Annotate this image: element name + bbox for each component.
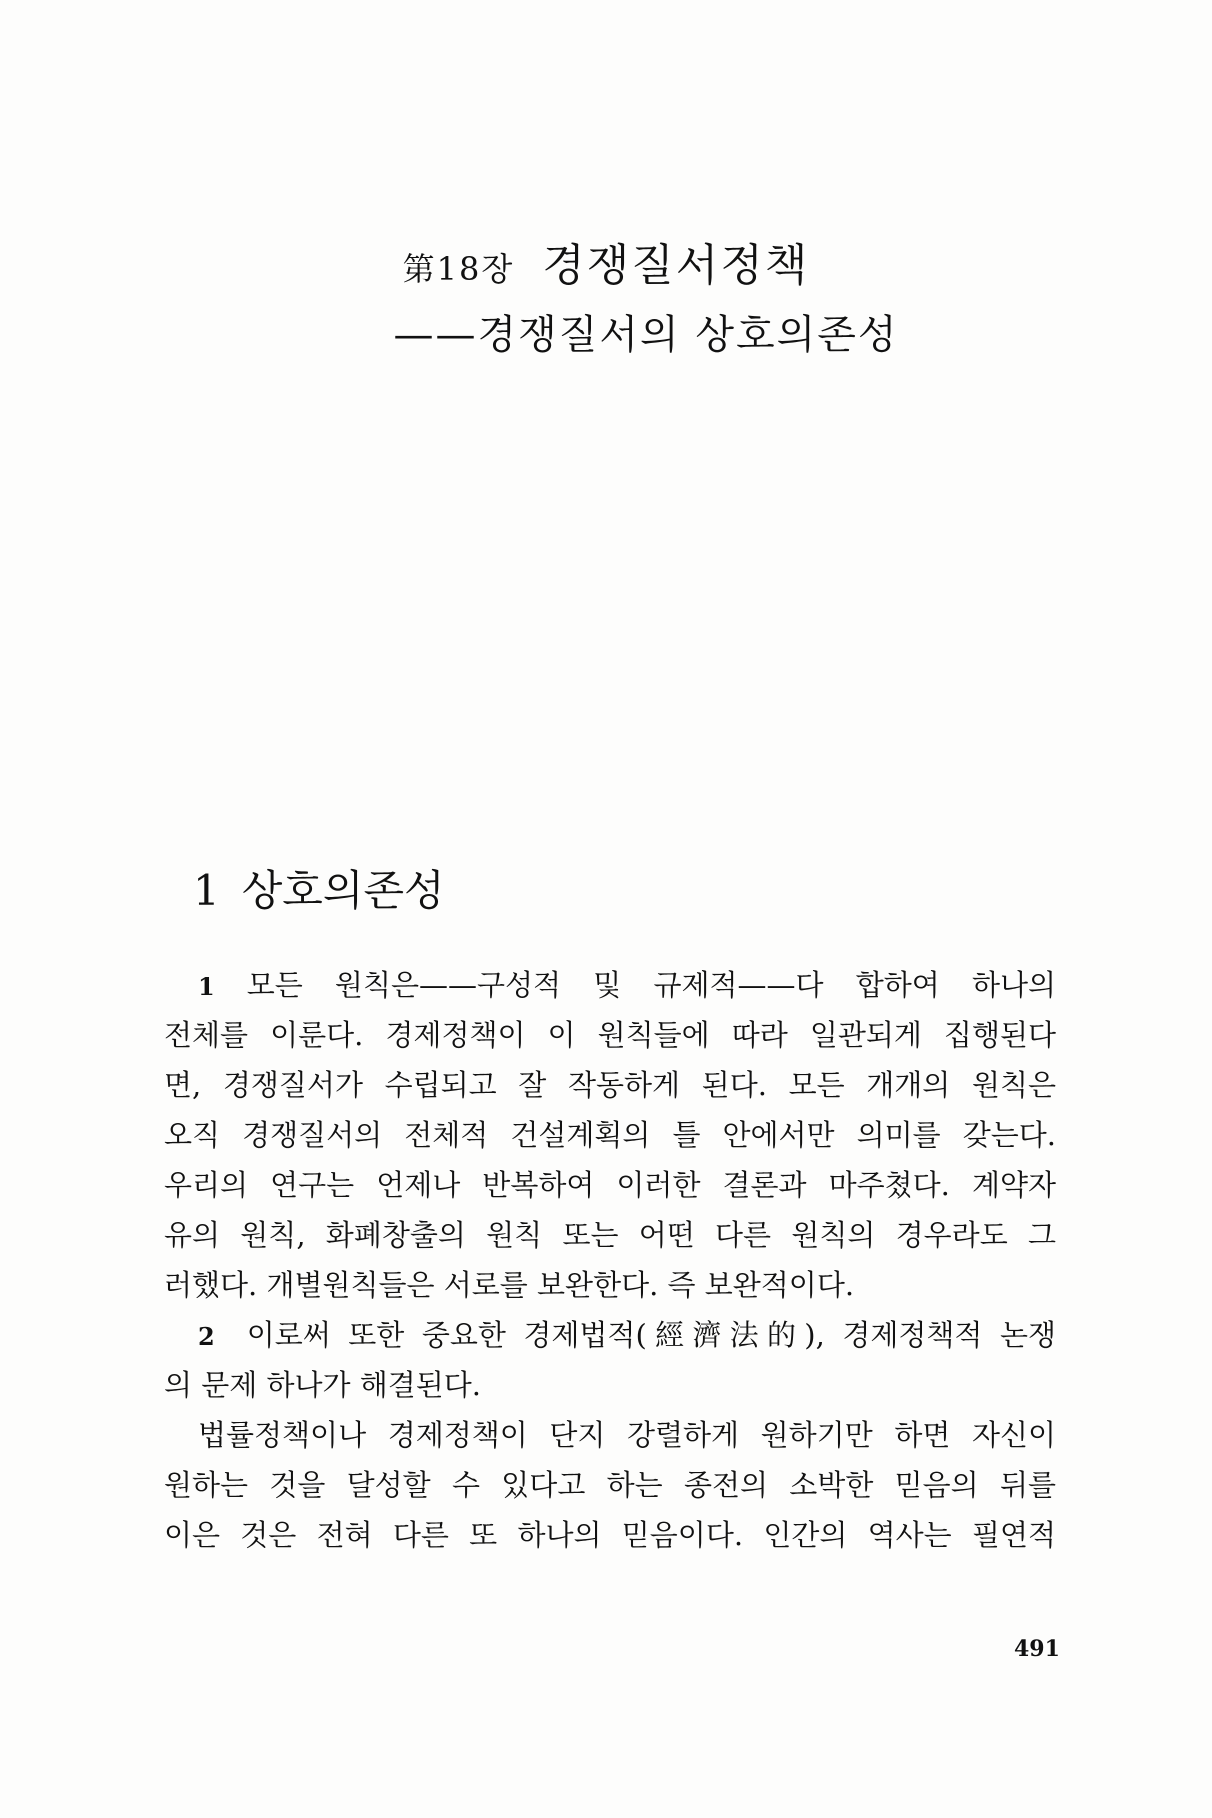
paragraph-line: 원하는 것을 달성할 수 있다고 하는 종전의 소박한 믿음의 뒤를: [164, 1468, 1056, 1502]
chapter-label: 第18장: [402, 250, 515, 288]
paragraph-line: 의 문제 하나가 해결된다.: [164, 1368, 482, 1402]
paragraph-line: 면, 경쟁질서가 수립되고 잘 작동하게 된다. 모든 개개의 원칙은: [164, 1068, 1056, 1102]
paragraph-line: 러했다. 개별원칙들은 서로를 보완한다. 즉 보완적이다.: [164, 1268, 855, 1302]
paragraph-number: 1: [198, 972, 215, 1001]
paragraph-line: 우리의 연구는 언제나 반복하여 이러한 결론과 마주쳤다. 계약자: [164, 1168, 1056, 1202]
section-title: 상호의존성: [241, 866, 445, 915]
paragraph-line: 1 모든 원칙은——구성적 및 규제적——다 합하여 하나의: [198, 968, 1056, 1002]
chapter-title: 경쟁질서정책: [542, 240, 810, 291]
page-number: 491: [1014, 1636, 1060, 1662]
paragraph-line: 이은 것은 전혀 다른 또 하나의 믿음이다. 인간의 역사는 필연적: [164, 1518, 1056, 1552]
paragraph-line: 오직 경쟁질서의 전체적 건설계획의 틀 안에서만 의미를 갖는다.: [164, 1118, 1056, 1152]
chapter-title-line: [0, 236, 1212, 299]
body-text: [164, 960, 1056, 1560]
chapter-subtitle: ——경쟁질서의 상호의존성: [393, 312, 899, 358]
paragraph-line: 2 이로써 또한 중요한 경제법적(經濟法的), 경제정책적 논쟁: [198, 1318, 1056, 1352]
paragraph-line: 유의 원칙, 화폐창출의 원칙 또는 어떤 다른 원칙의 경우라도 그: [164, 1218, 1056, 1252]
paragraph-number: 2: [198, 1322, 215, 1351]
section-number: 1: [193, 866, 220, 915]
section-heading: [193, 858, 445, 918]
paragraph-line: 전체를 이룬다. 경제정책이 이 원칙들에 따라 일관되게 집행된다: [164, 1018, 1056, 1052]
chapter-heading: [0, 236, 1212, 365]
paragraph-line: 법률정책이나 경제정책이 단지 강렬하게 원하기만 하면 자신이: [198, 1418, 1056, 1452]
